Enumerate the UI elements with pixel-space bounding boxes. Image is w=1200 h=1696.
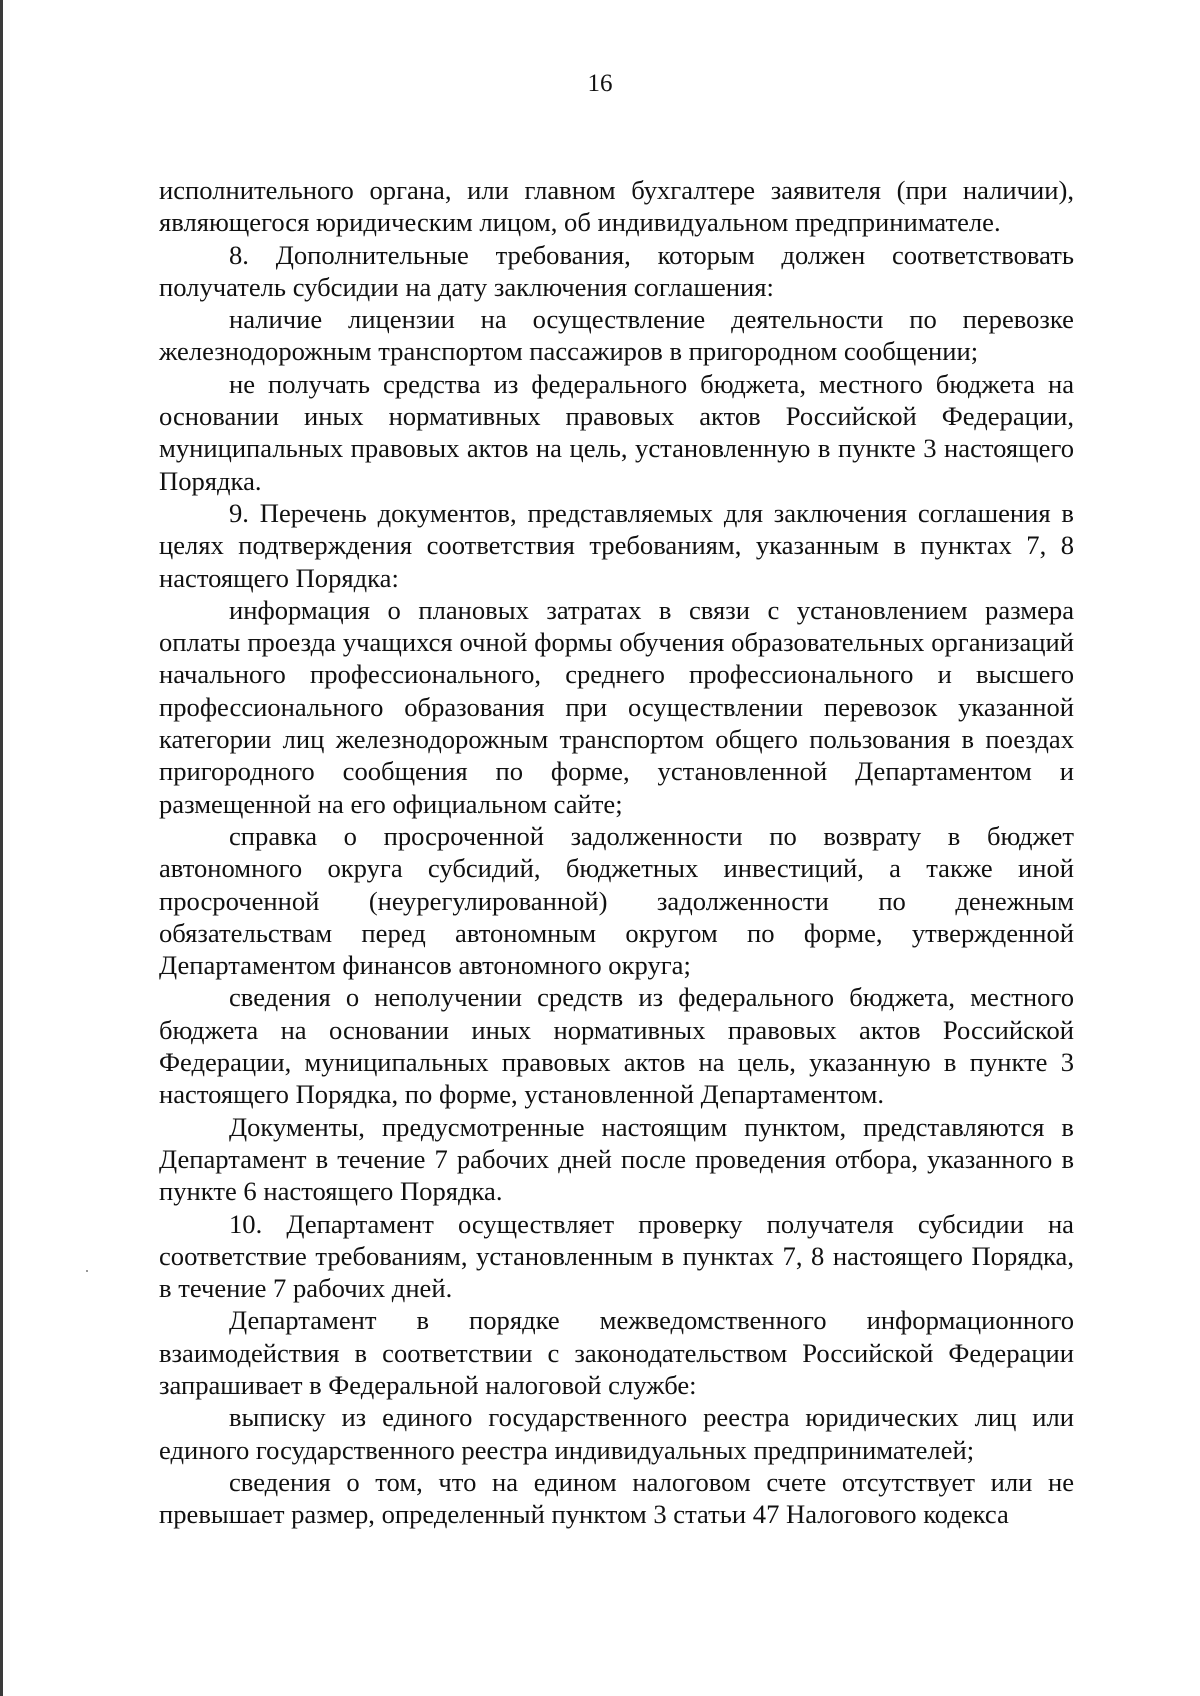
scan-speck [86, 1270, 88, 1272]
paragraph-item-10: 10. Департамент осуществляет проверку получателя субсидии на соответствие требованиям, установленным в пунктах 7, 8 настоящего Порядка, в течение 7 рабочих дней. [159, 1208, 1074, 1304]
paragraph-continuation: исполнительного органа, или главном бухгалтере заявителя (при наличии), являющегося юридическим лицом, об индивидуальном предпринимателе. [159, 175, 1074, 238]
page-number: 16 [587, 70, 613, 97]
paragraph-registry-extract: выписку из единого государственного реестра юридических лиц или единого государственного реестра индивидуальных предпринимателей; [159, 1402, 1074, 1465]
paragraph-planned-costs: информация о плановых затратах в связи с установлением размера оплаты проезда учащихся очной формы обучения образовательных организаций начального профессионального, среднего профессионального и высшего профессионального образования при осуществлении перевозок указанной категории лиц железнодорожным транспортом общего пользования в поездах пригородного сообщения по форме, установленной Департаментом и размещенной на его официальном сайте; [159, 594, 1074, 819]
paragraph-non-receipt-info: сведения о неполучении средств из федерального бюджета, местного бюджета на основании иных нормативных правовых актов Российской Федерации, муниципальных правовых актов на цель, указанную в пункте 3 настоящего Порядка, по форме, установленной Департаментом. [159, 982, 1074, 1110]
paragraph-item-8: 8. Дополнительные требования, которым должен соответствовать получатель субсидии на дату заключения соглашения: [159, 239, 1074, 302]
paragraph-documents-submission: Документы, предусмотренные настоящим пунктом, представляются в Департамент в течение 7 рабочих дней после проведения отбора, указанного в пункте 6 настоящего Порядка. [159, 1111, 1074, 1207]
document-body [159, 174, 1074, 1530]
paragraph-license-requirement: наличие лицензии на осуществление деятельности по перевозке железнодорожным транспортом пассажиров в пригородном сообщении; [159, 304, 1074, 367]
paragraph-interagency-request: Департамент в порядке межведомственного информационного взаимодействия в соответствии с законодательством Российской Федерации запрашивает в Федеральной налоговой службе: [159, 1305, 1074, 1400]
paragraph-tax-account-info: сведения о том, что на едином налоговом счете отсутствует или не превышает размер, определенный пунктом 3 статьи 47 Налогового кодекса [159, 1466, 1074, 1530]
paragraph-debt-certificate: справка о просроченной задолженности по возврату в бюджет автономного округа субсидий, бюджетных инвестиций, а также иной просроченной (неурегулированной) задолженности по денежным обязательствам перед автономным округом по форме, утвержденной Департаментом финансов автономного округа; [159, 820, 1074, 981]
paragraph-no-other-funds: не получать средства из федерального бюджета, местного бюджета на основании иных нормативных правовых актов Российской Федерации, муниципальных правовых актов на цель, установленную в пункте 3 настоящего Порядка. [159, 368, 1074, 496]
paragraph-item-9: 9. Перечень документов, представляемых для заключения соглашения в целях подтверждения соответствия требованиям, указанным в пунктах 7, 8 настоящего Порядка: [159, 497, 1074, 593]
scan-edge [0, 0, 3, 1696]
